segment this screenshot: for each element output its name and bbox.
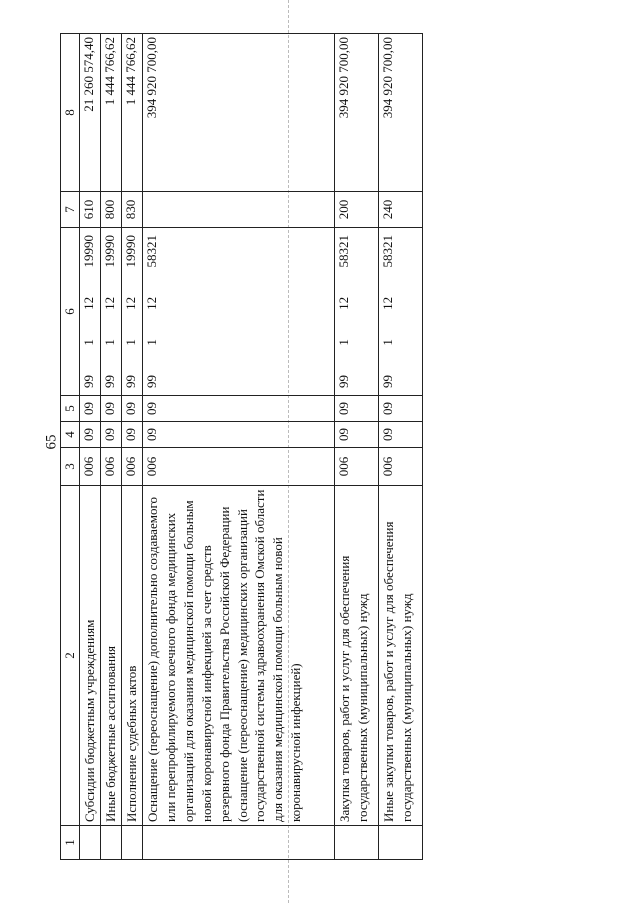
target-article-code-part: 12 bbox=[101, 296, 117, 310]
target-article-code-part: 19990 bbox=[81, 235, 96, 268]
rotated-table-container bbox=[60, 34, 414, 860]
table-row bbox=[334, 34, 378, 860]
target-article-code-cell bbox=[80, 228, 101, 396]
section-code-cell: 09 bbox=[378, 422, 422, 448]
ministry-code-cell: 006 bbox=[100, 448, 121, 486]
table-row bbox=[142, 34, 334, 860]
target-article-code-part: 99 bbox=[379, 375, 395, 388]
target-article-code-part: 12 bbox=[122, 296, 138, 310]
target-article-code-part: 1 bbox=[379, 339, 395, 346]
amount-cell: 1 444 766,62 bbox=[121, 34, 142, 192]
target-article-code-cell bbox=[100, 228, 121, 396]
column-header: 6 bbox=[61, 228, 80, 396]
expense-type-code-cell: 200 bbox=[334, 192, 378, 228]
target-article-code-part: 58321 bbox=[379, 235, 395, 268]
target-article-code-part: 1 bbox=[122, 339, 138, 346]
table-row bbox=[121, 34, 142, 860]
expense-type-code-cell: 240 bbox=[378, 192, 422, 228]
column-header: 2 bbox=[61, 486, 80, 826]
expense-type-code-cell: 610 bbox=[80, 192, 101, 228]
subsection-code-cell: 09 bbox=[334, 396, 378, 422]
target-article-code-part: 99 bbox=[335, 375, 351, 388]
subsection-code-cell: 09 bbox=[121, 396, 142, 422]
description-cell: Закупка товаров, работ и услуг для обеспечения государственных (муниципальных) нужд bbox=[334, 486, 378, 826]
column-header: 1 bbox=[61, 826, 80, 860]
target-article-code-part: 12 bbox=[379, 296, 395, 310]
table-row bbox=[80, 34, 101, 860]
ministry-code-cell: 006 bbox=[121, 448, 142, 486]
target-article-code-part: 99 bbox=[81, 375, 96, 388]
section-code-cell: 09 bbox=[334, 422, 378, 448]
subsection-code-cell: 09 bbox=[80, 396, 101, 422]
target-article-code-part: 19990 bbox=[122, 235, 138, 268]
subsection-code-cell: 09 bbox=[100, 396, 121, 422]
target-article-code-part: 12 bbox=[81, 296, 96, 310]
target-article-code-part: 58321 bbox=[335, 235, 351, 268]
target-article-code-cell bbox=[378, 228, 422, 396]
ministry-code-cell: 006 bbox=[80, 448, 101, 486]
target-article-code-cell bbox=[121, 228, 142, 396]
ministry-code-cell: 006 bbox=[378, 448, 422, 486]
section-code-cell: 09 bbox=[121, 422, 142, 448]
amount-cell: 1 444 766,62 bbox=[100, 34, 121, 192]
amount-cell: 394 920 700,00 bbox=[142, 34, 334, 192]
budget-table bbox=[60, 33, 423, 860]
ministry-code-cell: 006 bbox=[142, 448, 334, 486]
amount-cell: 21 260 574,40 bbox=[80, 34, 101, 192]
column-header: 5 bbox=[61, 396, 80, 422]
description-cell: Иные бюджетные ассигнования bbox=[100, 486, 121, 826]
expense-type-code-cell: 800 bbox=[100, 192, 121, 228]
row-number-cell bbox=[100, 826, 121, 860]
target-article-code-part: 1 bbox=[143, 339, 159, 346]
target-article-code-part: 12 bbox=[143, 296, 159, 310]
subsection-code-cell: 09 bbox=[378, 396, 422, 422]
section-code-cell: 09 bbox=[80, 422, 101, 448]
column-number-row bbox=[61, 34, 80, 860]
target-article-code-part: 58321 bbox=[143, 235, 159, 268]
target-article-code-cell bbox=[334, 228, 378, 396]
target-article-code-part: 19990 bbox=[101, 235, 117, 268]
description-cell: Исполнение судебных актов bbox=[121, 486, 142, 826]
target-article-code-part: 99 bbox=[122, 375, 138, 388]
amount-cell: 394 920 700,00 bbox=[378, 34, 422, 192]
row-number-cell bbox=[378, 826, 422, 860]
target-article-code-cell bbox=[142, 228, 334, 396]
table-row bbox=[100, 34, 121, 860]
ministry-code-cell: 006 bbox=[334, 448, 378, 486]
column-header: 8 bbox=[61, 34, 80, 192]
target-article-code-part: 99 bbox=[101, 375, 117, 388]
table-row bbox=[378, 34, 422, 860]
expense-type-code-cell: 830 bbox=[121, 192, 142, 228]
amount-cell: 394 920 700,00 bbox=[334, 34, 378, 192]
column-header: 3 bbox=[61, 448, 80, 486]
target-article-code-part: 1 bbox=[335, 339, 351, 346]
row-number-cell bbox=[334, 826, 378, 860]
description-cell: Субсидии бюджетным учреждениям bbox=[80, 486, 101, 826]
target-article-code-part: 99 bbox=[143, 375, 159, 388]
target-article-code-part: 1 bbox=[81, 339, 96, 346]
target-article-code-part: 12 bbox=[335, 296, 351, 310]
row-number-cell bbox=[80, 826, 101, 860]
expense-type-code-cell bbox=[142, 192, 334, 228]
column-header: 4 bbox=[61, 422, 80, 448]
column-header: 7 bbox=[61, 192, 80, 228]
subsection-code-cell: 09 bbox=[142, 396, 334, 422]
target-article-code-part: 1 bbox=[101, 339, 117, 346]
row-number-cell bbox=[121, 826, 142, 860]
section-code-cell: 09 bbox=[100, 422, 121, 448]
row-number-cell bbox=[142, 826, 334, 860]
description-cell: Иные закупки товаров, работ и услуг для обеспечения государственных (муниципальных) нужд bbox=[378, 486, 422, 826]
description-cell: Оснащение (переоснащение) дополнительно создаваемого или перепрофилируемого коечного фонда медицинских организаций для оказания медицинской помощи больным новой коронавирусной инфекцией за счет средств резервного фонда Правительства Российской Федерации (оснащение (переоснащение) медицинских организаций государственной системы здравоохранения Омской области для оказания медицинской помощи больным новой коронавирусной инфекцией) bbox=[142, 486, 334, 826]
section-code-cell: 09 bbox=[142, 422, 334, 448]
page-number: 65 bbox=[43, 434, 60, 450]
